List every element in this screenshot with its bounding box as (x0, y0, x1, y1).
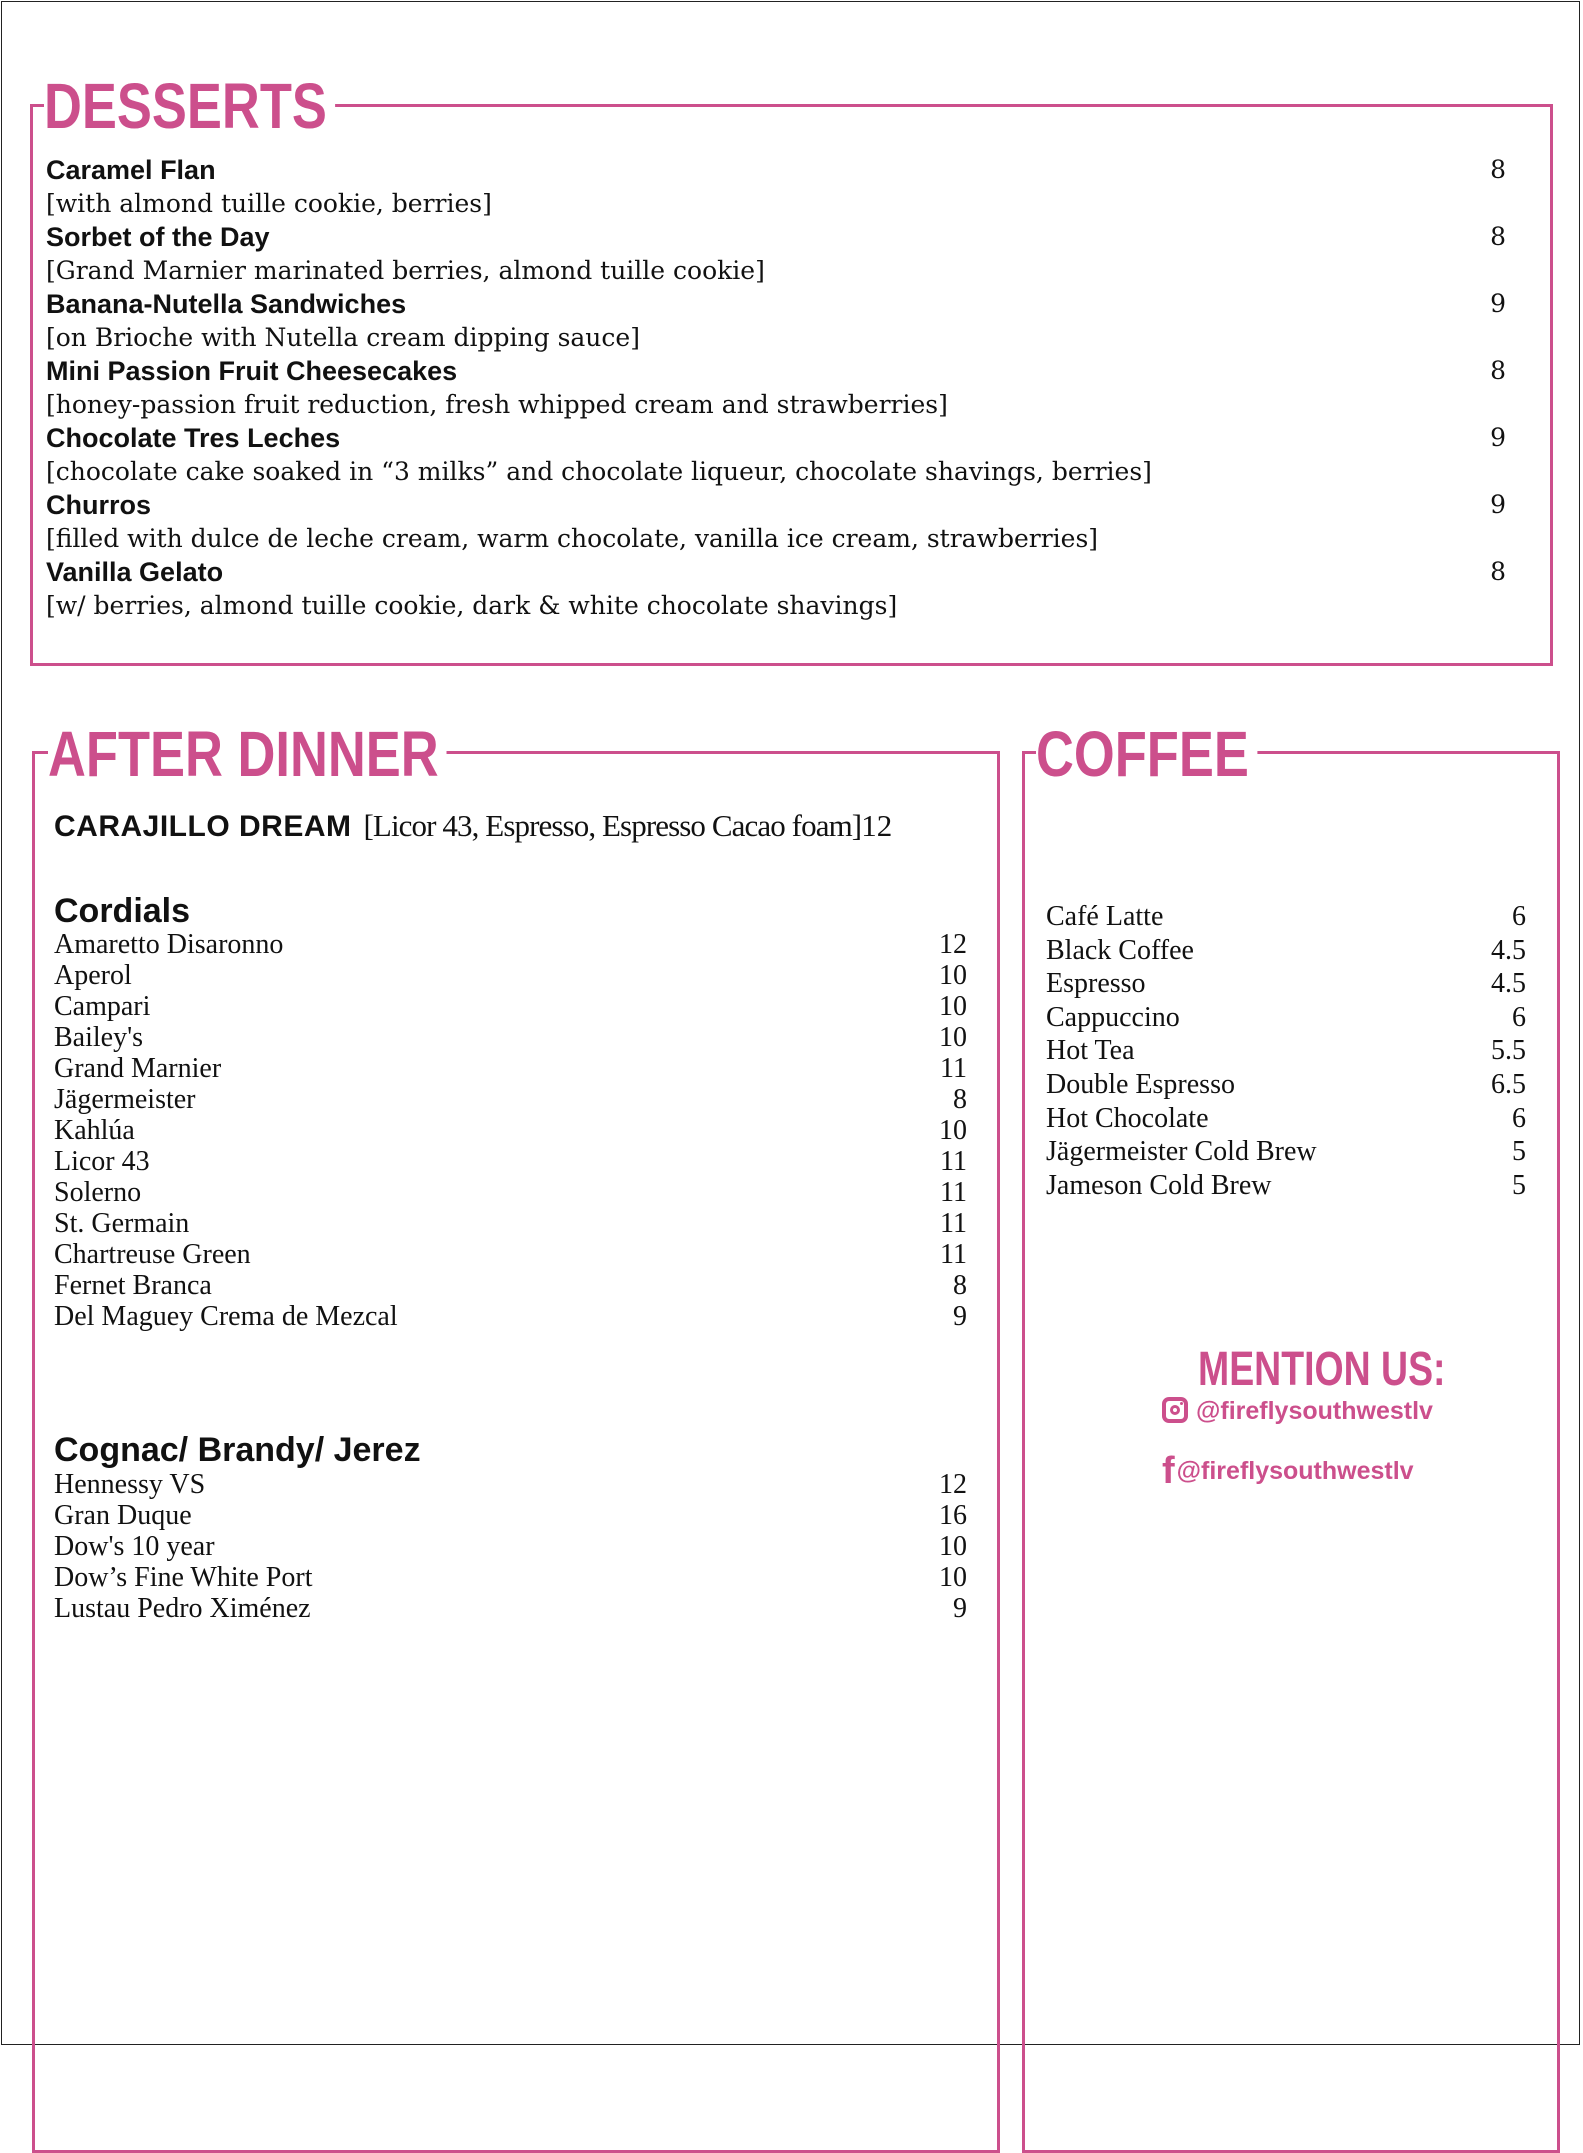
item-price: 8 (953, 1270, 967, 1301)
list-item (54, 1593, 967, 1624)
cordials-heading: Cordials (54, 892, 191, 930)
list-item (54, 1239, 967, 1270)
item-name: Grand Marnier (54, 1053, 222, 1084)
dessert-price: 9 (1490, 490, 1506, 519)
item-price: 12 (939, 1469, 967, 1500)
desserts-heading: DESSERTS (44, 74, 335, 138)
item-name: Gran Duque (54, 1500, 192, 1531)
item-name: Espresso (1046, 968, 1146, 1000)
list-item (54, 1270, 967, 1301)
item-price: 10 (939, 1115, 967, 1146)
instagram-handle-text: @fireflysouthwestlv (1196, 1397, 1433, 1425)
dessert-name: Banana-Nutella Sandwiches (46, 289, 407, 319)
after-dinner-heading: AFTER DINNER (48, 722, 447, 786)
dessert-description: [w/ berries, almond tuille cookie, dark & white chocolate shavings] (46, 591, 898, 620)
dessert-item (46, 488, 1506, 556)
item-name: Hennessy VS (54, 1469, 206, 1500)
item-price: 9 (953, 1301, 967, 1332)
coffee-list (1046, 900, 1526, 1202)
dessert-item (46, 220, 1506, 288)
item-name: Hot Chocolate (1046, 1102, 1209, 1134)
item-name: Jameson Cold Brew (1046, 1169, 1272, 1201)
list-item (54, 1469, 967, 1500)
item-name: Double Espresso (1046, 1068, 1235, 1100)
dessert-item (46, 555, 1506, 623)
item-name: Amaretto Disaronno (54, 929, 284, 960)
dessert-item (46, 354, 1506, 422)
cognac-list (54, 1469, 967, 1624)
dessert-price: 9 (1490, 423, 1506, 452)
dessert-description: [honey-passion fruit reduction, fresh whipped cream and strawberries] (46, 390, 948, 419)
dessert-description: [on Brioche with Nutella cream dipping sauce] (46, 323, 640, 352)
item-name: Hot Tea (1046, 1035, 1135, 1067)
item-name: Chartreuse Green (54, 1239, 251, 1270)
item-name: Campari (54, 991, 151, 1022)
item-name: Lustau Pedro Ximénez (54, 1593, 311, 1624)
list-item (54, 1208, 967, 1239)
item-price: 10 (939, 991, 967, 1022)
item-name: Licor 43 (54, 1146, 150, 1177)
facebook-handle[interactable] (1162, 1450, 1414, 1493)
instagram-icon (1162, 1397, 1188, 1423)
item-price: 5 (1512, 1169, 1526, 1201)
list-item (54, 1177, 967, 1208)
item-name: St. Germain (54, 1208, 190, 1239)
instagram-handle[interactable] (1162, 1397, 1433, 1426)
dessert-price: 8 (1490, 356, 1506, 385)
item-price: 5 (1512, 1136, 1526, 1168)
item-price: 8 (953, 1084, 967, 1115)
list-item (54, 1500, 967, 1531)
item-name: Black Coffee (1046, 934, 1194, 966)
list-item (54, 1146, 967, 1177)
dessert-description: [Grand Marnier marinated berries, almond tuille cookie] (46, 256, 765, 285)
item-name: Jägermeister Cold Brew (1046, 1136, 1317, 1168)
dessert-description: [chocolate cake soaked in “3 milks” and chocolate liqueur, chocolate shavings, berries] (46, 457, 1152, 486)
item-price: 10 (939, 1022, 967, 1053)
item-name: Bailey's (54, 1022, 144, 1053)
dessert-item (46, 421, 1506, 489)
item-name: Jägermeister (54, 1084, 196, 1115)
list-item (1046, 1135, 1526, 1169)
dessert-price: 9 (1490, 289, 1506, 318)
list-item (1046, 1169, 1526, 1203)
list-item (54, 1531, 967, 1562)
list-item (54, 960, 967, 991)
item-price: 6 (1512, 901, 1526, 932)
item-name: Fernet Branca (54, 1270, 212, 1301)
dessert-description: [filled with dulce de leche cream, warm chocolate, vanilla ice cream, strawberries] (46, 524, 1099, 553)
mention-us-heading: MENTION US: (1198, 1343, 1446, 1396)
item-price: 5.5 (1491, 1035, 1526, 1067)
carajillo-name: CARAJILLO DREAM (54, 810, 352, 843)
cordials-list (54, 929, 967, 1332)
item-name: Aperol (54, 960, 132, 991)
item-price: 9 (953, 1593, 967, 1624)
list-item (1046, 1001, 1526, 1035)
list-item (1046, 967, 1526, 1001)
list-item (54, 1084, 967, 1115)
dessert-description: [with almond tuille cookie, berries] (46, 189, 492, 218)
list-item (54, 929, 967, 960)
list-item (1046, 1102, 1526, 1136)
item-price: 4.5 (1491, 934, 1526, 966)
dessert-name: Chocolate Tres Leches (46, 423, 341, 453)
facebook-handle-text: @fireflysouthwestlv (1176, 1457, 1414, 1485)
list-item (1046, 934, 1526, 968)
item-price: 11 (940, 1053, 967, 1084)
item-price: 6 (1512, 1102, 1526, 1134)
carajillo-description: [Licor 43, Espresso, Espresso Cacao foam] (363, 808, 862, 843)
coffee-heading: COFFEE (1036, 722, 1257, 786)
dessert-item (46, 153, 1506, 221)
carajillo-item (54, 808, 892, 844)
dessert-price: 8 (1490, 155, 1506, 184)
item-price: 10 (939, 960, 967, 991)
item-price: 11 (940, 1177, 967, 1208)
item-price: 10 (939, 1531, 967, 1562)
item-price: 11 (940, 1239, 967, 1270)
cognac-heading: Cognac/ Brandy/ Jerez (54, 1431, 421, 1469)
item-price: 6 (1512, 1001, 1526, 1033)
item-price: 4.5 (1491, 968, 1526, 1000)
dessert-name: Sorbet of the Day (46, 222, 270, 252)
dessert-name: Caramel Flan (46, 155, 216, 185)
item-price: 6.5 (1491, 1068, 1526, 1100)
list-item (54, 991, 967, 1022)
item-name: Cappuccino (1046, 1001, 1180, 1033)
dessert-name: Mini Passion Fruit Cheesecakes (46, 356, 458, 386)
dessert-name: Vanilla Gelato (46, 557, 224, 587)
list-item (54, 1053, 967, 1084)
item-price: 12 (939, 929, 967, 960)
list-item (1046, 1034, 1526, 1068)
facebook-icon: f (1162, 1450, 1175, 1492)
item-price: 11 (940, 1208, 967, 1239)
item-name: Del Maguey Crema de Mezcal (54, 1301, 398, 1332)
item-price: 10 (939, 1562, 967, 1593)
list-item (1046, 1068, 1526, 1102)
item-name: Dow’s Fine White Port (54, 1562, 313, 1593)
carajillo-price: 12 (861, 808, 893, 843)
list-item (54, 1022, 967, 1053)
item-price: 16 (939, 1500, 967, 1531)
list-item (1046, 900, 1526, 934)
list-item (54, 1115, 967, 1146)
dessert-price: 8 (1490, 222, 1506, 251)
list-item (54, 1301, 967, 1332)
dessert-price: 8 (1490, 557, 1506, 586)
dessert-name: Churros (46, 490, 152, 520)
list-item (54, 1562, 967, 1593)
item-name: Solerno (54, 1177, 142, 1208)
item-name: Dow's 10 year (54, 1531, 215, 1562)
item-name: Kahlúa (54, 1115, 135, 1146)
dessert-item (46, 287, 1506, 355)
item-name: Café Latte (1046, 901, 1164, 932)
item-price: 11 (940, 1146, 967, 1177)
